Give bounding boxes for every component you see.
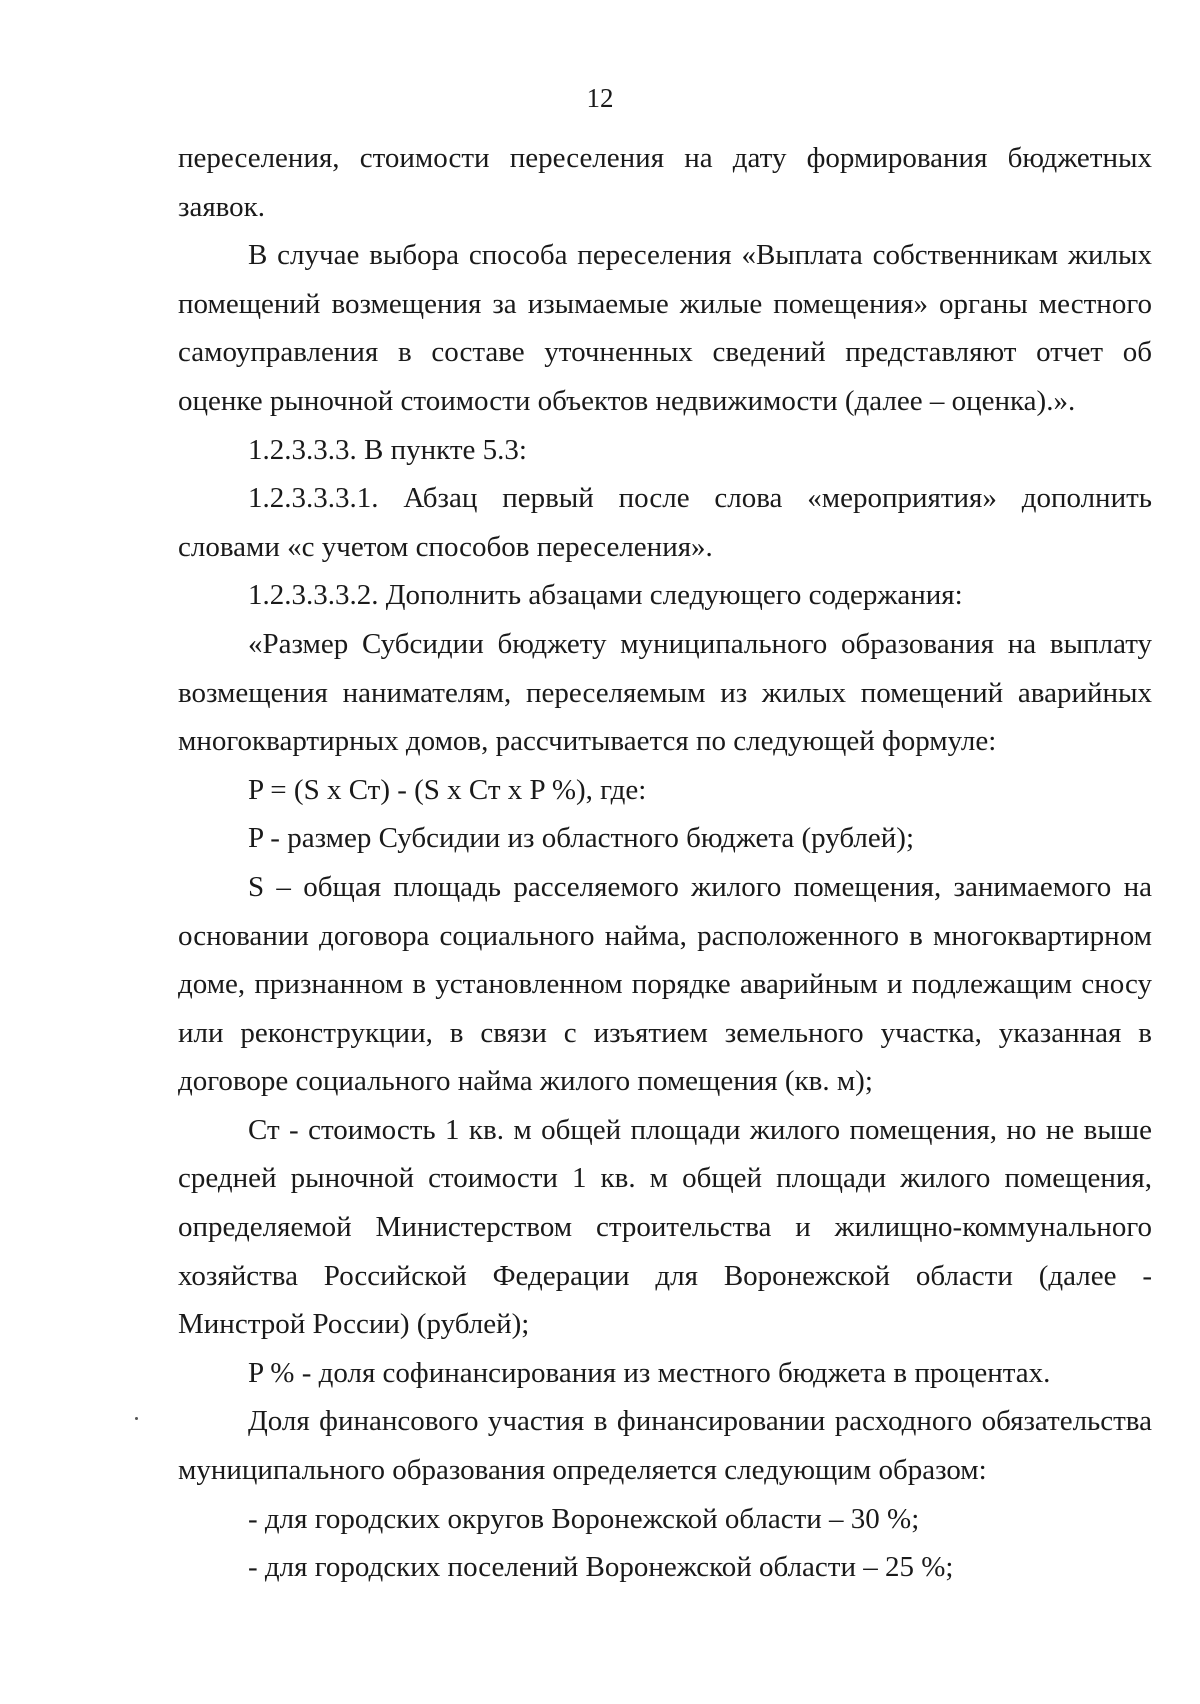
paragraph-continuation: переселения, стоимости переселения на дату формирования бюджетных заявок. (178, 142, 1152, 223)
paragraph-clause-1-2-3-3-3-2: 1.2.3.3.3.2. Дополнить абзацами следующего содержания: (248, 579, 963, 612)
scan-speck (135, 1417, 138, 1420)
definition-st: Ст - стоимость 1 кв. м общей площади жилого помещения, но не выше средней рыночной стоимости 1 кв. м общей площади жилого помещения, определяемой Министерством строительства и жилищно-коммунального хозяйства Российской Федерации для Воронежской области (далее - Минстрой России) (рублей); (178, 1113, 1152, 1341)
paragraph-subsidy-size: «Размер Субсидии бюджету муниципального образования на выплату возмещения нанимателям, переселяемым из жилых помещений аварийных многоквартирных домов, рассчитывается по следующей формуле: (178, 627, 1152, 758)
document-body (178, 134, 1152, 1592)
list-item-urban-settlements: - для городских поселений Воронежской области – 25 %; (248, 1551, 954, 1584)
page-number: 12 (586, 83, 614, 113)
paragraph-resettlement-payment: В случае выбора способа переселения «Выплата собственникам жилых помещений возмещения за изымаемые жилые помещения» органы местного самоуправления в составе уточненных сведений представляют отчет об оценке рыночной стоимости объектов недвижимости (далее – оценка).». (178, 239, 1152, 417)
paragraph-clause-1-2-3-3-3-1: 1.2.3.3.3.1. Абзац первый после слова «мероприятия» дополнить словами «с учетом способов переселения». (178, 482, 1152, 563)
list-item-city-districts: - для городских округов Воронежской области – 30 %; (248, 1502, 920, 1535)
definition-p: P - размер Субсидии из областного бюджета (рублей); (248, 822, 914, 855)
formula: P = (S x Ст) - (S x Ст x P %), где: (248, 773, 647, 806)
paragraph-financial-share: Доля финансового участия в финансировании расходного обязательства муниципального образования определяется следующим образом: (178, 1405, 1152, 1487)
definition-p-percent: P % - доля софинансирования из местного бюджета в процентах. (248, 1356, 1051, 1389)
definition-s: S – общая площадь расселяемого жилого помещения, занимаемого на основании договора социального найма, расположенного в многоквартирном доме, признанном в установленном порядке аварийным и подлежащим сносу или реконструкции, в связи с изъятием земельного участка, указанная в договоре социального найма жилого помещения (кв. м); (178, 870, 1152, 1098)
paragraph-clause-1-2-3-3-3: 1.2.3.3.3. В пункте 5.3: (248, 433, 527, 466)
